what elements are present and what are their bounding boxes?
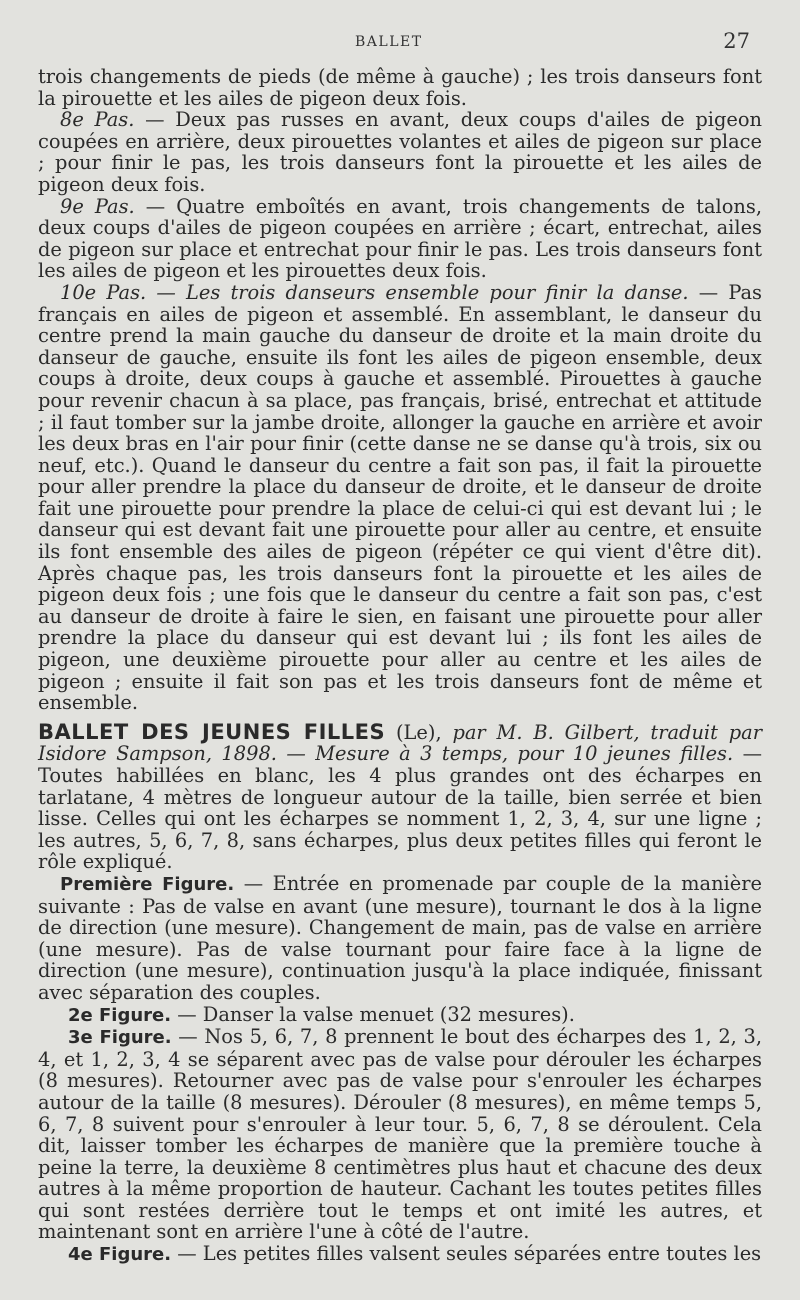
page-body — [38, 66, 762, 1266]
pas-8-label: 8e Pas. — [60, 108, 135, 132]
running-title: BALLET — [355, 34, 423, 50]
paragraph-pas-9 — [38, 196, 762, 282]
pas-10-label: 10e Pas. — Les trois danseurs ensemble pour finir la danse. — [60, 280, 689, 304]
paragraph-pas-10 — [38, 282, 762, 714]
figure-3-text: — Nos 5, 6, 7, 8 prennent le bout des écharpes des 1, 2, 3, 4, et 1, 2, 3, 4 se séparent avec pas de valse pour dérouler les écharpes (8 mesures). Retourner avec pas de valse pour s'enrouler les écharpes autour de la taille (8 mesures). Dérouler (8 mesures), en même temps 5, 6, 7, 8 suivent pour s'enrouler à leur tour. 5, 6, 7, 8 se déroulent. Cela dit, laisser tomber les écharpes de manière que la première touche à peine la terre, la deuxième 8 centimètres plus haut et chacune des deux autres à la même proportion de hauteur. Cachant les toutes petites filles qui sont restées derrière tout le temps et ont imité les autres, et maintenant sont en arrière l'une à côté de l'autre. — [38, 1025, 762, 1244]
figure-3 — [38, 1026, 762, 1243]
page-header — [0, 29, 800, 58]
entry-ballet-jeunes-filles — [38, 719, 762, 874]
entry-heading: BALLET DES JEUNES FILLES — [38, 719, 386, 744]
figure-2-text: — Danser la valse menuet (32 mesures). — [171, 1002, 575, 1026]
entry-text: — Toutes habillées en blanc, les 4 plus grandes ont des écharpes en tarlatane, 4 mètres de longueur autour de la taille, bien serrée et bien lisse. Celles qui ont les écharpes se nomment 1, 2, 3, 4, sur une ligne ; les autres, 5, 6, 7, 8, sans écharpes, plus deux petites filles qui feront le rôle expliqué. — [38, 742, 762, 874]
figure-1-label: Première Figure. — [60, 873, 235, 895]
figure-1-text: — Entrée en promenade par couple de la manière suivante : Pas de valse en avant (une mesure), tournant le dos à la ligne de direction (une mesure). Changement de main, pas de valse en arrière (une mesure). Pas de valse tournant pour faire face à la ligne de direction (une mesure), continuation jusqu'à la place indiquée, finissant avec séparation des couples. — [38, 871, 762, 1004]
entry-byline: par M. B. Gilbert, traduit par Isidore Sampson, 1898. — Mesure à 3 temps, pour 10 jeunes filles. — [38, 720, 762, 766]
figure-4-label: 4e Figure. — [68, 1244, 172, 1266]
pas-9-text: — Quatre emboîtés en avant, trois changements de talons, deux coups d'ailes de pigeon coupées en arrière ; écart, entrechat, ailes de pigeon sur place et entrechat pour finir le pas. Les trois danseurs font les ailes de pigeon et les pirouettes deux fois. — [38, 194, 763, 283]
paragraph-continuation: trois changements de pieds (de même à gauche) ; les trois danseurs font la pirouette et les ailes de pigeon deux fois. — [38, 65, 762, 110]
pas-9-label: 9e Pas. — [60, 194, 135, 218]
pas-10-text: — Pas français en ailes de pigeon et assemblé. En assemblant, le danseur du centre prend la main gauche du danseur de droite et la main droite du danseur de gauche, ensuite ils font les ailes de pigeon ensemble, deux coups à droite, deux coups à gauche et assemblé. Pirouettes à gauche pour revenir chacun à sa place, pas français, brisé, entrechat et attitude ; il faut tomber sur la jambe droite, allonger la gauche en arrière et avoir les deux bras en l'air pour finir (cette danse ne se danse qu'à trois, six ou neuf, etc.). Quand le danseur du centre a fait son pas, il fait la pirouette pour aller prendre la place du danseur de droite, et le danseur de droite fait une pirouette pour prendre la place de celui-ci qui est devant lui ; le danseur qui est devant fait une pirouette pour aller au centre, et ensuite ils font ensemble des ailes de pigeon (répéter ce qui vient d'être dit). Après chaque pas, les trois danseurs font la pirouette et les ailes de pigeon deux fois ; une fois que le danseur du centre a fait son pas, c'est au danseur de droite à faire le sien, en faisant une pirouette pour aller prendre la place du danseur qui est devant lui ; ils font les ailes de pigeon, une deuxième pirouette pour aller au centre et les ailes de pigeon ; ensuite il fait son pas et les trois danseurs font de même et ensemble. — [38, 280, 763, 715]
entry-heading-suffix: (Le), — [385, 720, 453, 744]
figure-2 — [38, 1004, 762, 1027]
figure-2-label: 2e Figure. — [68, 1004, 172, 1026]
pas-8-text: — Deux pas russes en avant, deux coups d'ailes de pigeon coupées en arrière, deux pirouettes volantes et ailes de pigeon sur place ; pour finir le pas, les trois danseurs font la pirouette et les ailes de pigeon deux fois. — [38, 108, 763, 196]
figure-3-label: 3e Figure. — [68, 1027, 172, 1049]
figure-4 — [38, 1243, 762, 1266]
paragraph-pas-8 — [38, 109, 762, 195]
figure-4-text: — Les petites filles valsent seules séparées entre toutes les — [171, 1242, 762, 1266]
page-number: 27 — [723, 29, 750, 53]
figure-1 — [38, 873, 762, 1004]
